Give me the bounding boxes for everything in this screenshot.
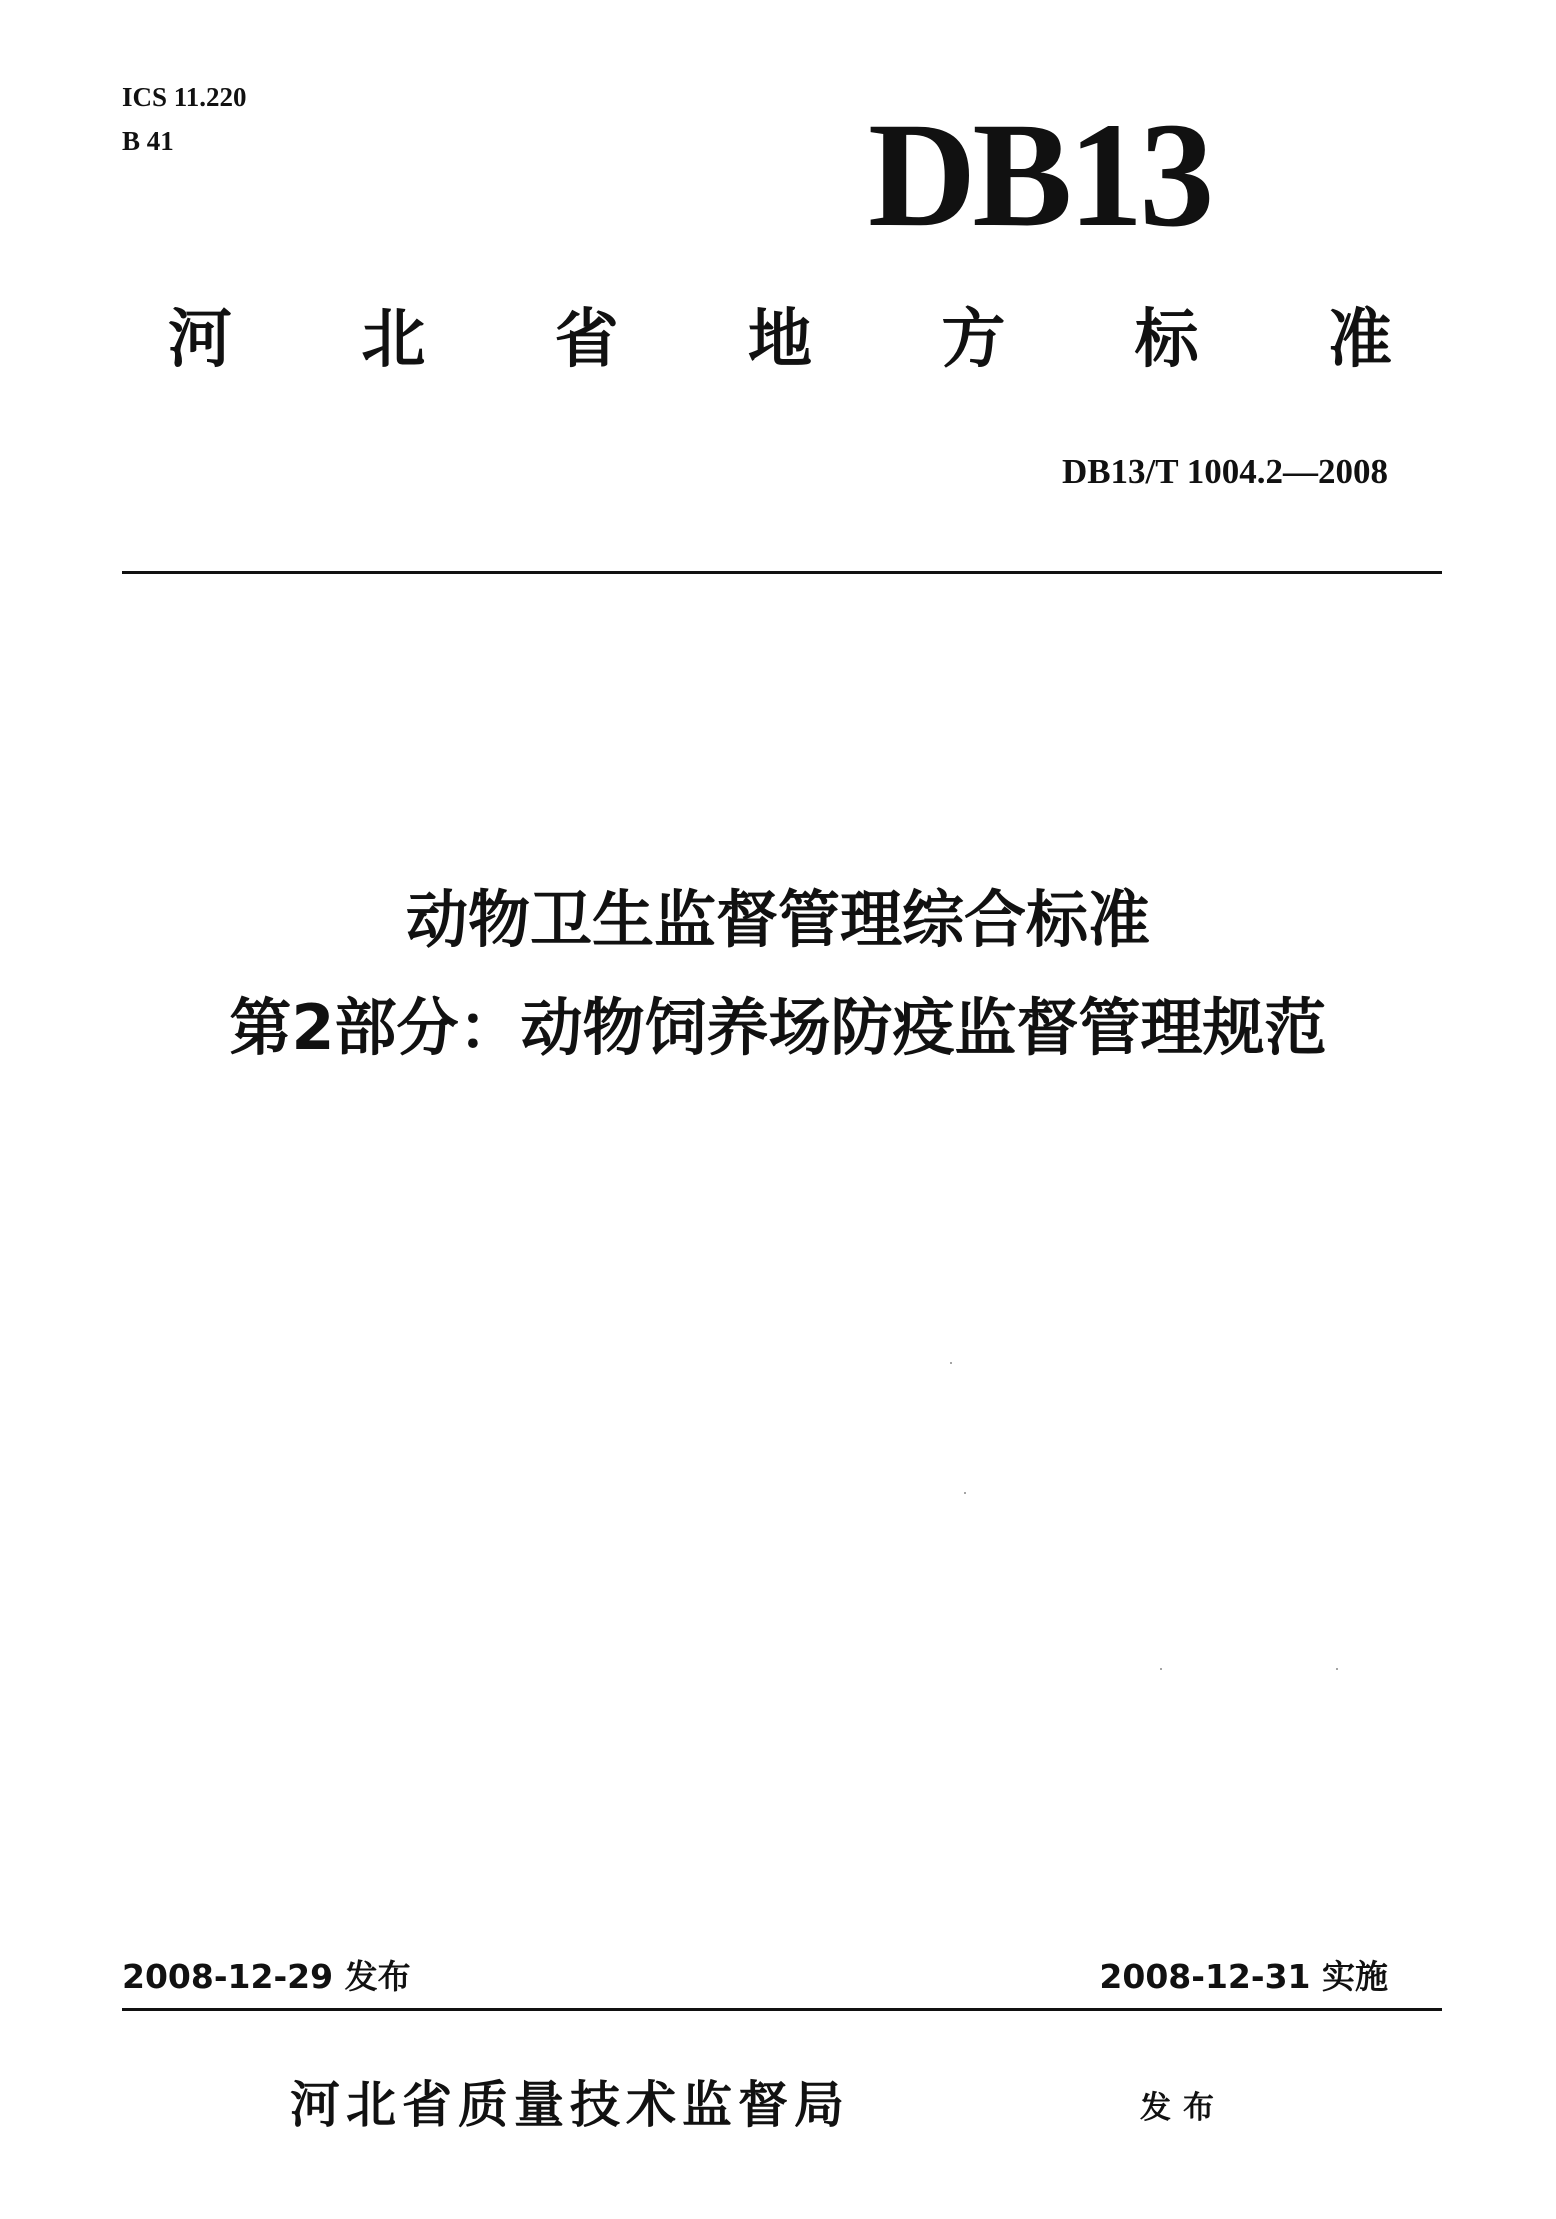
standard-name-char: 北 xyxy=(361,303,426,377)
document-title-line-2: 第2部分：动物饲养场防疫监督管理规范 xyxy=(229,991,1327,1064)
standard-name-char: 方 xyxy=(941,303,1006,377)
document-title-line-1: 动物卫生监督管理综合标准 xyxy=(405,883,1150,956)
standard-category-name xyxy=(160,300,1400,380)
scan-speck xyxy=(1336,1668,1338,1670)
issue-date: 2008-12-29 发布 xyxy=(122,1957,411,1996)
publish-label: 发布 xyxy=(1140,2090,1226,2126)
ics-code: ICS 11.220 xyxy=(122,82,247,112)
scan-speck xyxy=(950,1362,952,1364)
scan-speck xyxy=(964,1492,966,1494)
standard-name-char: 河 xyxy=(168,303,232,377)
top-divider xyxy=(122,571,1442,574)
standard-name-char: 省 xyxy=(554,303,619,377)
standard-name-char: 地 xyxy=(747,303,812,377)
standard-number: DB13/T 1004.2—2008 xyxy=(1061,452,1388,491)
standard-name-char: 准 xyxy=(1327,303,1392,377)
standard-logo: DB13 xyxy=(868,92,1211,258)
publisher-name: 河北省质量技术监督局 xyxy=(290,2076,850,2134)
scan-speck xyxy=(1160,1668,1162,1670)
standard-name-char: 标 xyxy=(1134,303,1199,377)
ccs-code: B 41 xyxy=(122,126,174,156)
bottom-divider xyxy=(122,2008,1442,2011)
implementation-date: 2008-12-31 实施 xyxy=(1099,1957,1388,1996)
